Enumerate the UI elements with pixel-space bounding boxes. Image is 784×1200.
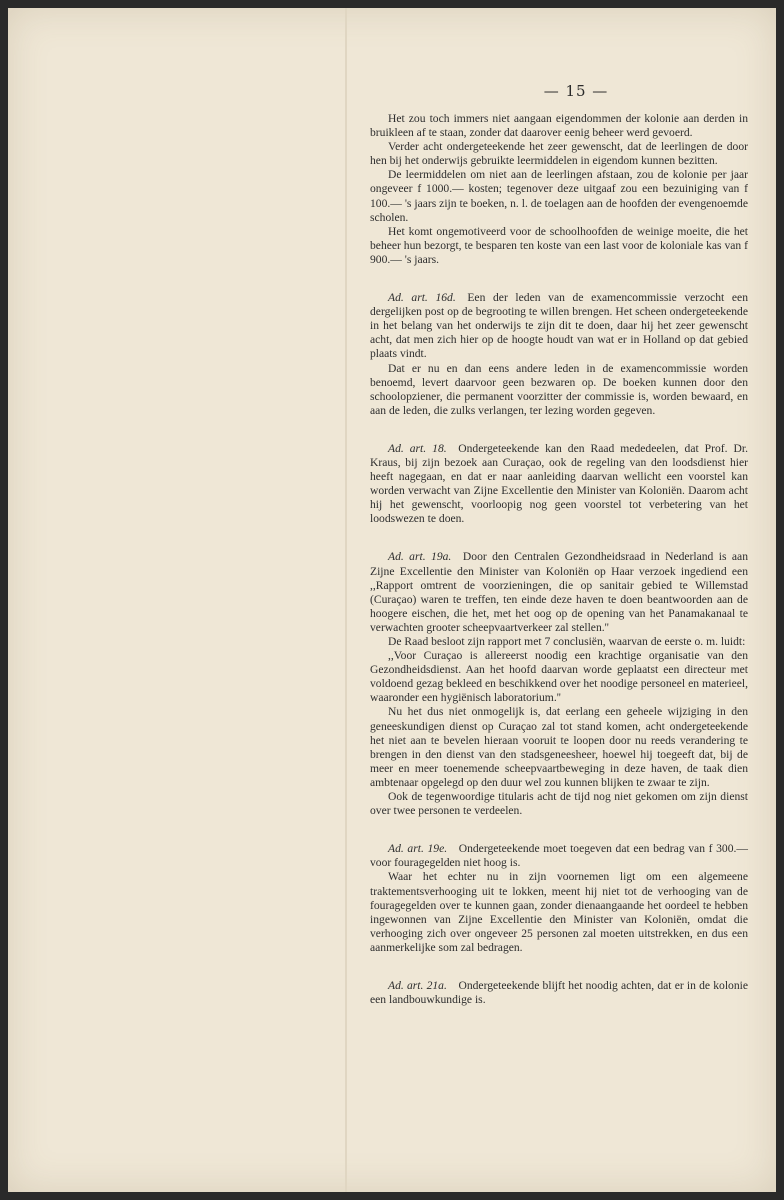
article-reference: Ad. art. 18. (388, 441, 447, 455)
page-fold-line (345, 8, 347, 1192)
document-page (8, 8, 776, 1192)
paragraph (370, 790, 748, 818)
section-paragraph (370, 979, 748, 1007)
paragraph (370, 112, 748, 140)
article-reference: Ad. art. 19a. (388, 550, 452, 564)
document-body (370, 112, 748, 1007)
article-reference: Ad. art. 16d. (388, 291, 456, 305)
paragraph-text: Een der leden van de examencommissie verzocht een dergelijken post op de begrooting te willen brengen. Het scheen ondergeteekende in het belang van het onderwijs te zijn dit te doen, daar hij het zeer gewenscht acht, dat men zich hier op de hoogte houdt van wat er in Holland op dat gebied plaats vindt. (370, 291, 748, 361)
section-paragraph (370, 291, 748, 361)
paragraph (370, 140, 748, 168)
paragraph-text: De leermiddelen om niet aan de leerlingen afstaan, zou de kolonie per jaar ongeveer f 1000.— kosten; tegenover deze uitgaaf zou een bezuiniging van f 100.— 's jaars zijn te boeken, n. l. de toelagen aan de hoofden der evengenoemde scholen. (370, 168, 748, 224)
paragraph-text: ,,Voor Curaçao is allereerst noodig een krachtige organisatie van den Gezondheidsdienst. Aan het hoofd daarvan worde geplaatst een directeur met voldoend gezag bekleed en beschikkend over het noodige personeel en materieel, waaronder een hygiënisch laboratorium.'' (370, 649, 748, 705)
section-paragraph (370, 442, 748, 527)
article-reference: Ad. art. 21a. (388, 978, 447, 992)
paragraph (370, 635, 748, 649)
article-reference: Ad. art. 19e. (388, 842, 448, 856)
section-paragraph (370, 842, 748, 870)
paragraph (370, 649, 748, 705)
paragraph-text: Ondergeteekende blijft het noodig achten, dat er in de kolonie een landbouwkundige is. (370, 978, 748, 1007)
paragraph-text: De Raad besloot zijn rapport met 7 conclusiën, waarvan de eerste o. m. luidt: (388, 635, 746, 648)
paragraph-text: Het komt ongemotiveerd voor de schoolhoofden de weinige moeite, die het beheer hun bezorgt, te besparen ten koste van een last voor de koloniale kas van f 900.— 's jaars. (370, 224, 748, 266)
paragraph-text: Ondergeteekende kan den Raad mededeelen, dat Prof. Dr. Kraus, bij zijn bezoek aan Curaçao, ook de regeling van den loodsdienst hier heeft nagegaan, en dat er naar aanleiding daarvan wellicht een voorstel kan worden verwacht van Zijne Excellentie den Minister van Koloniën. Daarom acht hij het gewenscht, voorloopig nog geen voorstel tot verbetering van het loodswezen te doen. (370, 441, 748, 526)
paragraph-text: Ook de tegenwoordige titularis acht de tijd nog niet gekomen om zijn dienst over twee personen te verdeelen. (370, 790, 748, 818)
paragraph (370, 870, 748, 955)
paragraph-text: Ondergeteekende moet toegeven dat een bedrag van f 300.— voor fouragegelden niet hoog is. (370, 842, 749, 870)
page-number: — 15 — (543, 82, 609, 100)
paragraph-text: Nu het dus niet onmogelijk is, dat eerlang een geheele wijziging in den geneeskundigen dienst op Curaçao zal tot stand komen, acht ondergeteekende het niet aan te bevelen hieraan vooruit te loopen door nu reeds verandering te brengen in den dienst van den stadsgeneesheer, hoewel hij toegeeft dat, bij de meer en meer toenemende scheepvaartbeweging in deze haven, de taak dien ambtenaar opgelegd op den duur wel zou kunnen blijken te zwaar te zijn. (370, 705, 748, 789)
paragraph-text: Dat er nu en dan eens andere leden in de examencommissie worden benoemd, levert daarvoor geen bezwaren op. De boeken kunnen door den schoolopziener, die permanent voorzitter der commissie is, worden bewaard, en aan de leden, die zulks verlangen, ter lezing worden gegeven. (370, 361, 748, 417)
paragraph (370, 705, 748, 790)
section-paragraph (370, 550, 748, 635)
paragraph-text: Het zou toch immers niet aangaan eigendommen der kolonie aan derden in bruikleen af te staan, zonder dat daarover eenig beheer werd gevoerd. (370, 112, 748, 140)
paragraph (370, 225, 748, 267)
paragraph (370, 362, 748, 418)
paragraph (370, 168, 748, 224)
paragraph-text: Verder acht ondergeteekende het zeer gewenscht, dat de leerlingen de door hen bij het onderwijs gebruikte leermiddelen in eigendom kunnen bezitten. (370, 140, 748, 168)
paragraph-text: Waar het echter nu in zijn voornemen ligt om een algemeene traktementsverhooging uit te lokken, meent hij niet tot de verhooging van de fouragegelden over te kunnen gaan, zonder dienaangaande het oordeel te hebben ingewonnen van Zijne Excellentie den Minister van Koloniën, omdat die verhooging zich over ongeveer 25 personen zal moeten uitstrekken, en dus een aanmerkelijke som zal bedragen. (370, 870, 748, 954)
paragraph-text: Door den Centralen Gezondheidsraad in Nederland is aan Zijne Excellentie den Minister van Koloniën op Haar verzoek ingediend een ,,Rapport omtrent de voorzieningen, die op sanitair gebied te Willemstad (Curaçao) waren te treffen, ten einde deze haven te doen beantwoorden aan de hoogere eischen, die het, met het oog op de opening van het Panamakanaal te verwachten grooter scheepvaartverkeer zal stellen.'' (370, 550, 748, 634)
